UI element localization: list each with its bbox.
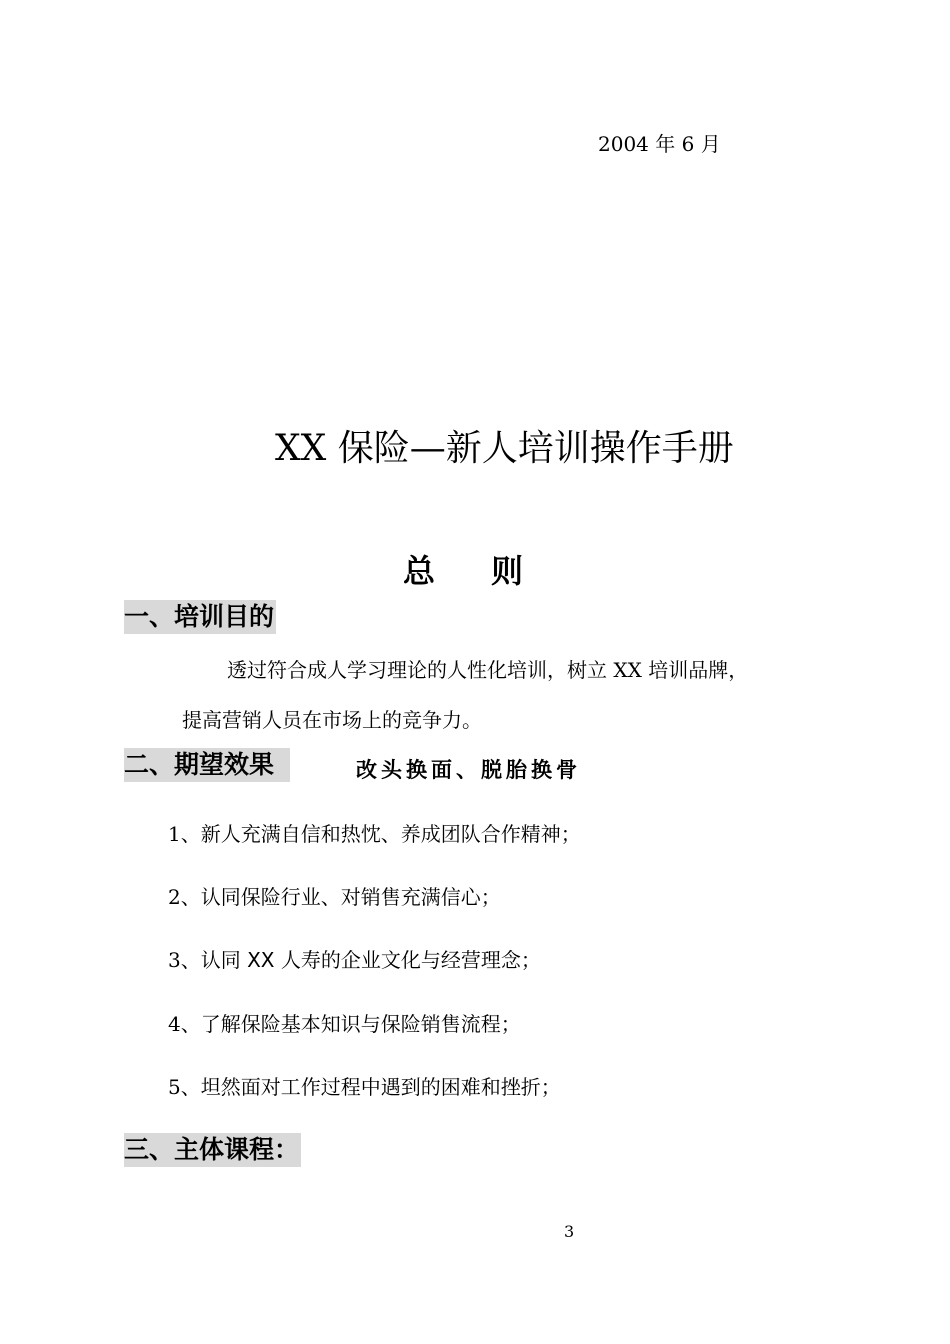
list-item-text: 、认同 XX 人寿的企业文化与经营理念；	[180, 948, 541, 972]
general-heading-left: 总	[403, 552, 436, 590]
general-principles-heading	[403, 546, 523, 592]
list-item	[168, 818, 581, 847]
list-item-text: 、新人充满自信和热忱、养成团队合作精神；	[180, 822, 581, 846]
list-item-number: 4	[168, 1012, 181, 1036]
expected-results-slogan: 改头换面、脱胎换骨	[356, 758, 581, 782]
list-item-number: 1	[168, 822, 181, 846]
training-purpose-paragraph-line2: 提高营销人员在市场上的竞争力。	[182, 708, 482, 732]
general-heading-right: 则	[491, 552, 524, 590]
list-item	[168, 1071, 561, 1100]
page-number: 3	[564, 1222, 575, 1241]
list-item	[168, 944, 541, 973]
list-item-text: 、了解保险基本知识与保险销售流程；	[180, 1012, 521, 1036]
training-purpose-paragraph-line1: 透过符合成人学习理论的人性化培训，树立 XX 培训品牌，	[227, 658, 749, 682]
section-heading-training-purpose: 一、培训目的	[124, 600, 276, 634]
list-item	[168, 881, 501, 910]
document-date: 2004 年 6 月	[598, 132, 721, 156]
list-item	[168, 1008, 521, 1037]
list-item-text: 、坦然面对工作过程中遇到的困难和挫折；	[180, 1075, 561, 1099]
section-heading-main-courses: 三、主体课程：	[124, 1133, 301, 1167]
list-item-number: 5	[168, 1075, 181, 1099]
section-heading-expected-results: 二、期望效果	[124, 748, 290, 782]
document-title: XX 保险—新人培训操作手册	[275, 428, 734, 469]
list-item-number: 2	[168, 885, 181, 909]
list-item-number: 3	[168, 948, 181, 972]
list-item-text: 、认同保险行业、对销售充满信心；	[180, 885, 501, 909]
